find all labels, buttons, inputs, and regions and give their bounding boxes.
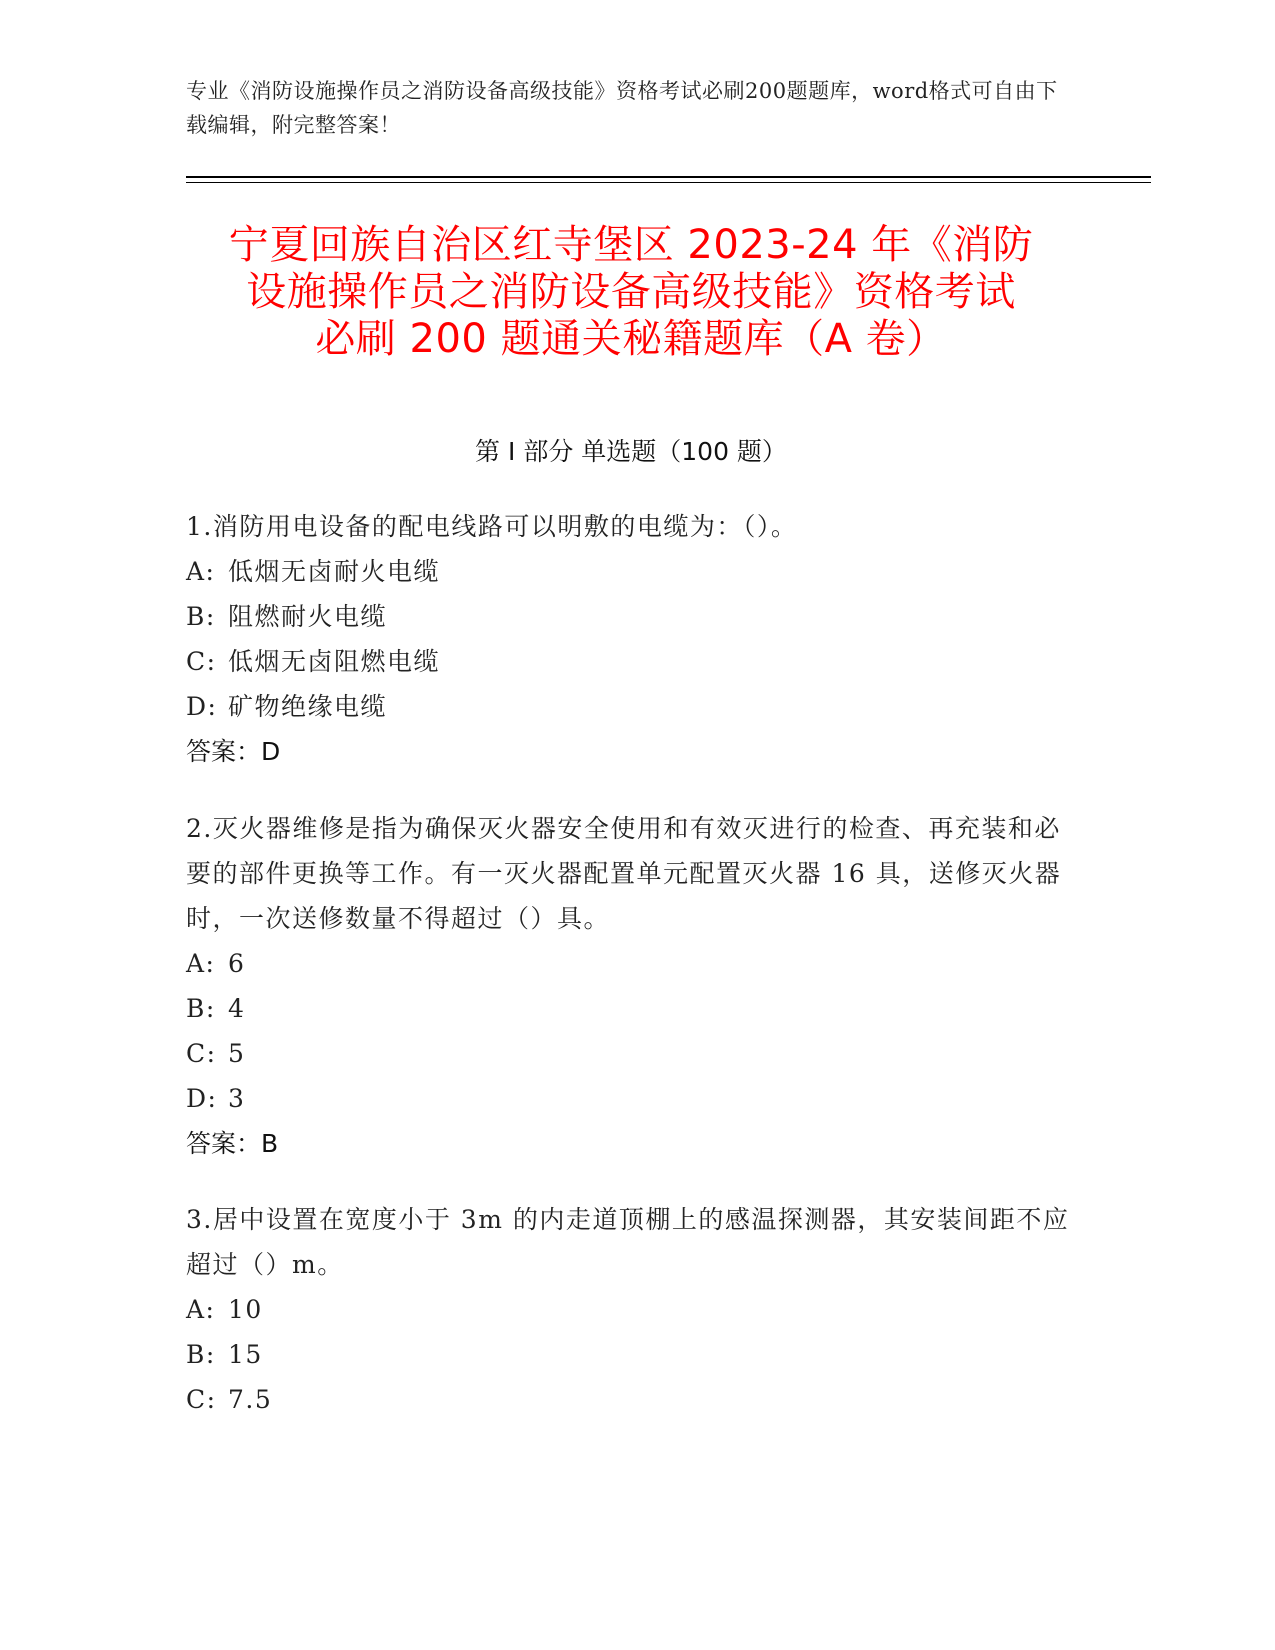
question-answer: 答案：B [186,1129,279,1158]
title-line-1: 宁夏回族自治区红寺堡区 2023-24 年《消防 [228,222,1034,268]
question-option [186,986,1076,1031]
option-key: A: [186,1295,216,1324]
option-text: 低烟无卤阻燃电缆 [228,647,441,676]
question-option [186,1332,1076,1377]
option-key: A: [186,557,216,586]
option-text: 4 [228,994,246,1023]
question-1 [186,504,1076,774]
option-key: C: [186,647,217,676]
question-option [186,1287,1076,1332]
question-option [186,1031,1076,1076]
header-divider-thin [186,182,1151,183]
option-key: A: [186,949,216,978]
question-answer: 答案：D [186,737,281,766]
option-text: 3 [228,1084,246,1113]
option-text: 阻燃耐火电缆 [228,602,388,631]
question-stem: 2.灭火器维修是指为确保灭火器安全使用和有效灭进行的检查、再充装和必要的部件更换等工作。有一灭火器配置单元配置灭火器 16 具，送修灭火器时，一次送修数量不得超过（）具。 [186,814,1062,933]
question-3 [186,1197,1076,1422]
question-option [186,1377,1076,1422]
title-line-2: 设施操作员之消防设备高级技能》资格考试 [246,269,1016,315]
option-key: D: [186,692,218,721]
question-option [186,594,1076,639]
option-text: 低烟无卤耐火电缆 [228,557,441,586]
title-line-3: 必刷 200 题通关秘籍题库（A 卷） [315,316,947,362]
header-divider-thick [186,176,1151,178]
question-option [186,1076,1076,1121]
header-note: 专业《消防设施操作员之消防设备高级技能》资格考试必刷200题题库，word格式可自由下载编辑，附完整答案！ [186,79,1058,137]
question-option [186,639,1076,684]
question-option [186,549,1076,594]
option-key: B: [186,994,216,1023]
section-title: 第 I 部分 单选题（100 题） [475,437,787,466]
option-text: 6 [228,949,246,978]
option-key: C: [186,1039,217,1068]
option-key: C: [186,1385,217,1414]
question-2 [186,806,1076,1166]
question-option [186,684,1076,729]
document-title [186,222,1076,363]
option-key: D: [186,1084,218,1113]
option-text: 15 [228,1340,263,1369]
option-key: B: [186,602,216,631]
question-option [186,941,1076,986]
question-stem: 1.消防用电设备的配电线路可以明敷的电缆为：（）。 [186,512,798,541]
question-stem: 3.居中设置在宽度小于 3m 的内走道顶棚上的感温探测器，其安装间距不应超过（）m。 [186,1205,1070,1279]
option-text: 5 [228,1039,246,1068]
option-key: B: [186,1340,216,1369]
option-text: 10 [228,1295,263,1324]
option-text: 矿物绝缘电缆 [228,692,388,721]
option-text: 7.5 [228,1385,273,1414]
